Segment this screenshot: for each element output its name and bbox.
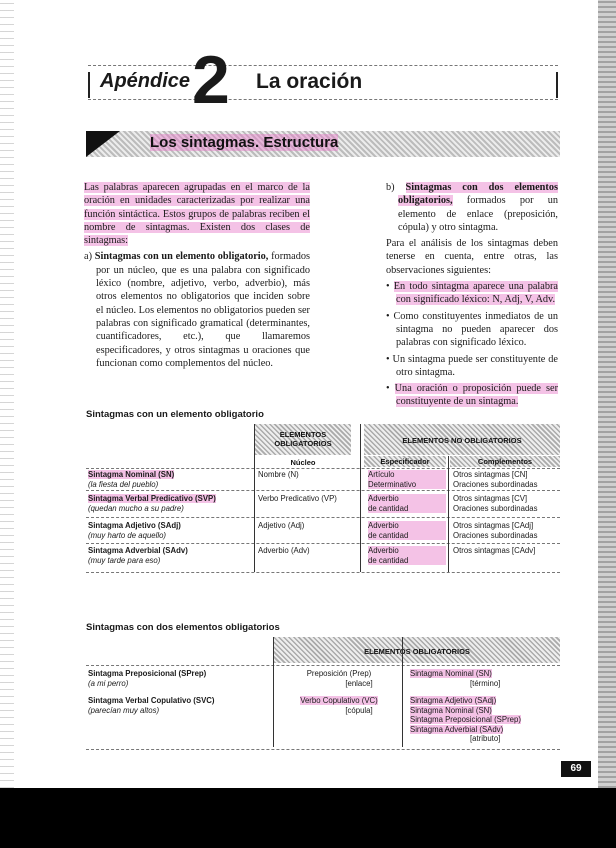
intro-paragraph [84,181,310,247]
table2-title: Sintagmas con dos elementos obligatorios [86,622,280,633]
header-bottom-rule [88,99,558,100]
row-example: (a mi perro) [88,678,129,688]
table1-rule-3 [86,543,560,544]
row-enlace [280,669,398,688]
row-nucleo: Verbo Predicativo (VP) [258,494,337,503]
row-name: Sintagma Adverbial (SAdv) [88,546,188,555]
table1-rule-bottom [86,572,560,573]
table1-col-nucleo: Núcleo [290,458,316,467]
table1-header-obligatorios: ELEMENTOS OBLIGATORIOS [274,430,332,448]
row-name: Sintagma Verbal Copulativo (SVC) [88,696,215,705]
row-example: (quedan mucho a su padre) [88,503,184,513]
row-name: Sintagma Preposicional (SPrep) [88,669,207,678]
intro-text: Las palabras aparecen agrupadas en el marco de la oración en unidades caracterizadas por realizar una función sintáctica. Estos grupos de palabras reciben el nombre de sintagmas. Existen dos clases de sintagmas: [84,182,310,247]
bullet-4-text: Una oración o proposición puede ser constituyente de un sintagma. [394,383,558,408]
row-enlace-role: [enlace] [345,678,373,688]
bullet-2: • Como constituyentes inmediatos de un sintagma no pueden aparecer dos palabras con significado léxico. [386,310,558,349]
row-especificador: Adverbio de cantidad [368,494,446,513]
item-a-marker: a) [84,251,92,263]
table-row [88,494,252,513]
page-number: 69 [561,761,591,777]
header-top-rule [88,65,558,66]
table2-divider-2 [402,637,403,747]
table-row [88,546,252,565]
row-sintagma-role: [atributo] [470,734,501,744]
table1-divider-3 [448,456,449,572]
table1-divider-2 [360,424,361,572]
chapter-title: La oración [256,70,363,93]
row-sintagma [410,669,560,688]
table1-title: Sintagmas con un elemento obligatorio [86,409,264,420]
row-sintagma-role: [término] [470,678,501,688]
row-name: Sintagma Nominal (SN) [88,470,175,479]
bullet-2-text: Como constituyentes inmediatos de un sintagma no pueden aparecer dos palabras con significado léxico. [393,310,558,349]
row-enlace-text: Preposición (Prep) [306,669,372,678]
row-example: (muy tarde para eso) [88,555,161,565]
section-title: Los sintagmas. Estructura [150,134,339,151]
row-complementos: Otros sintagmas [CV] Oraciones subordinadas [453,494,538,513]
row-name: Sintagma Verbal Predicativo (SVP) [88,494,216,503]
table-row [88,696,270,715]
observations-intro: Para el análisis de los sintagmas deben tenerse en cuenta, entre otras, las observaciones siguientes: [386,238,558,276]
item-a-lead: Sintagmas con un elemento obligatorio, [94,251,269,263]
scan-edge-right [598,0,616,788]
table1-rule-top [86,468,560,469]
row-example: (muy harto de aquello) [88,530,167,540]
bullet-1-text: En todo sintagma aparece una palabra con significado léxico: N, Adj, V, Adv. [393,281,558,306]
table2-header: ELEMENTOS OBLIGATORIOS [364,647,470,656]
left-column [84,181,310,373]
row-enlace-role: [cópula] [345,705,373,715]
row-sintagma [410,696,560,744]
appendix-label: Apéndice [100,70,191,92]
row-nucleo: Adverbio (Adv) [258,546,310,555]
row-sintagma-text: Sintagma Adjetivo (SAdj) Sintagma Nominal (SN) Sintagma Preposicional (SPrep) Sintagma Adverbial (SAdv) [410,696,521,734]
row-nucleo: Adjetivo (Adj) [258,521,305,530]
bullet-1: • En todo sintagma aparece una palabra con significado léxico: N, Adj, V, Adv. [386,281,558,306]
row-complementos: Otros sintagmas [CAdv] [453,546,536,555]
item-a-text: formados por un núcleo, que es una palabra con significado léxico (nombre, adjetivo, verbo, adverbio), más otros elementos no obligatorios que inciden sobre el núcleo. Los elementos no obligatorios pueden ser palabras con significado gramatical (determinantes, cuantificadores, etc.), que llamaremos especificadores, y otros sintagmas u oraciones que funcionan como complementos del núcleo. [96,251,311,369]
table1-divider-1 [254,424,255,572]
chapter-number: 2 [192,42,228,118]
bullet-3-text: Un sintagma puede ser constituyente de otro sintagma. [392,353,558,378]
row-complementos: Otros sintagmas [CN] Oraciones subordinadas [453,470,538,489]
table1-rule-2 [86,517,560,518]
header-left-bar [88,72,90,98]
table1-header-no-obligatorios: ELEMENTOS NO OBLIGATORIOS [402,436,522,445]
row-name: Sintagma Adjetivo (SAdj) [88,521,181,530]
item-b [386,181,558,234]
table-row [88,470,252,489]
section-banner-triangle [86,131,120,157]
row-sintagma-text: Sintagma Nominal (SN) [410,669,492,678]
bullet-3: • Un sintagma puede ser constituyente de otro sintagma. [386,353,558,378]
table2-divider-1 [273,637,274,747]
right-column [386,181,558,412]
header-right-bar [556,72,558,98]
item-b-marker: b) [386,182,395,193]
table-row [88,669,270,688]
row-enlace [280,696,398,715]
table2-rule-top [86,665,560,666]
table-row [88,521,252,540]
row-especificador: Adverbio de cantidad [368,546,446,565]
table1-col-especificador: Especificador [364,456,446,467]
bullet-4: • Una oración o proposición puede ser constituyente de un sintagma. [386,383,558,408]
row-complementos: Otros sintagmas [CAdj] Oraciones subordinadas [453,521,538,540]
item-b-text: formados por un elemento de enlace (preposición, cópula) y otro sintagma. [398,195,559,233]
table1-col-complementos: Complementos [450,456,560,467]
row-example: (la fiesta del pueblo) [88,479,159,489]
scan-edge-left [0,0,14,788]
table2-rule-bottom [86,749,560,750]
row-nucleo: Nombre (N) [258,470,299,479]
row-enlace-text: Verbo Copulativo (VC) [300,696,378,705]
row-especificador: Adverbio de cantidad [368,521,446,540]
item-a [84,250,310,370]
item-b-lead: Sintagmas con dos elementos obligatorios, [398,182,558,207]
row-especificador: Artículo Determinativo [368,470,446,489]
scan-bottom-margin [0,788,616,848]
row-example: (parecían muy altos) [88,705,160,715]
table1-rule-1 [86,490,560,491]
